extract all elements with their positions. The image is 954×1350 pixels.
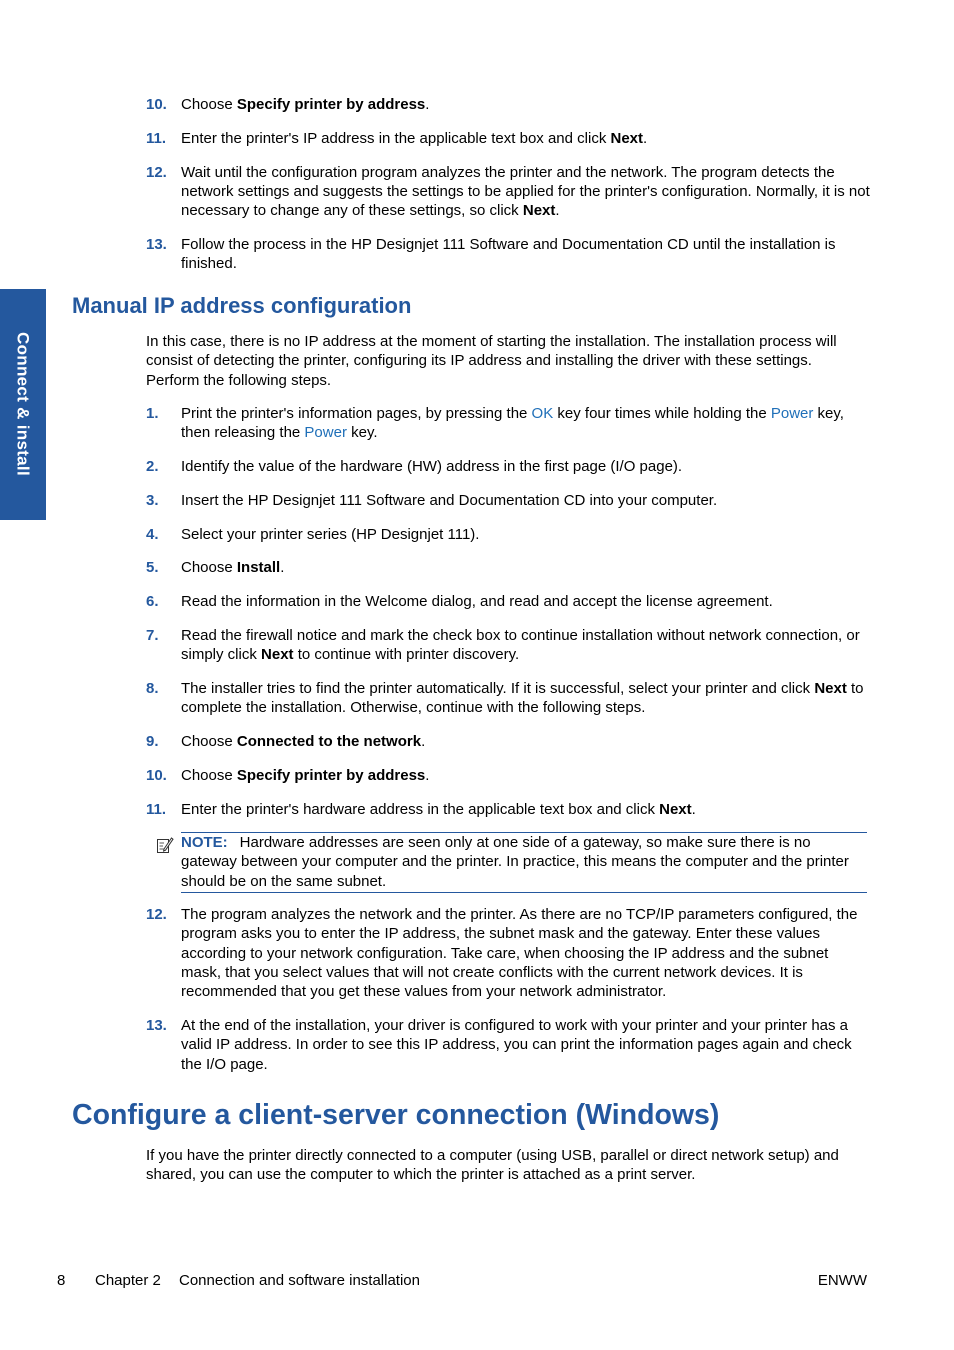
text-run: . [421,733,426,751]
key-name: Power [770,405,814,422]
note-pencil-icon [156,836,174,854]
step-text [181,1016,871,1074]
key-name: OK [531,405,554,422]
text-run: Read the information in the Welcome dialog, and read and accept the license agreement. [181,593,773,611]
list-item [0,732,954,751]
text-run: Choose [181,767,237,785]
client-server-intro: If you have the printer directly connected to a computer (using USB, parallel or direct network setup) and shared, you can use the computer to which the printer is attached as a print server. [146,1147,839,1184]
text-run: key. [346,424,378,442]
step-text [181,905,871,1001]
list-item [0,626,954,665]
step-text [181,235,871,274]
text-run: to complete the installation. Otherwise, continue with the following steps. [181,680,864,717]
text-run: Read the firewall notice and mark the check box to continue installation without network connection, or simply click [181,627,860,664]
step-text [181,525,871,544]
step-number: 5. [146,559,159,577]
step-text [181,592,871,611]
step-number: 11. [146,129,167,147]
step-text [181,404,871,443]
key-name: Power [304,424,347,442]
note-text [181,833,867,891]
list-item [0,592,954,611]
bold-ui-term: Next [522,202,556,220]
steps-list-manual [0,404,954,819]
step-text [181,129,871,148]
list-item [0,679,954,718]
step-text [181,491,871,510]
text-run: to continue with printer discovery. [293,646,520,664]
step-text [181,679,871,718]
text-run: Follow the process in the HP Designjet 111 Software and Documentation CD until the installation is finished. [181,235,836,273]
footer-doc-code: ENWW [817,1272,867,1289]
bold-ui-term: Next [659,800,692,818]
step-number: 8. [146,680,159,698]
step-text [181,95,871,114]
step-number: 10. [146,96,167,113]
step-number: 3. [146,491,159,509]
bold-ui-term: Specify printer by address [236,767,426,785]
footer-page-number: 8 [57,1272,66,1289]
note-box [146,832,867,893]
step-text [181,800,871,819]
list-item [0,129,954,148]
manual-ip-intro: In this case, there is no IP address at the moment of starting the installation. The installation process will consist of detecting the printer, configuring its IP address and installing the driver with these settings. Perform the following steps. [146,333,837,389]
footer-chapter-title: Connection and software installation [179,1272,420,1289]
text-run: . [425,96,430,113]
step-number: 7. [146,627,159,645]
list-item [0,1016,954,1074]
step-number: 10. [146,767,167,785]
text-run: Choose [181,559,237,577]
text-run: key, then releasing the [181,405,844,442]
list-item [0,905,954,1001]
list-item [0,95,954,114]
list-item [0,163,954,221]
step-text [181,626,871,665]
step-number: 11. [146,800,167,818]
list-item [0,766,954,785]
step-text [181,457,871,476]
step-number: 9. [146,733,159,751]
bold-ui-term: Connected to the network [236,733,422,751]
footer-chapter: Chapter 2 [95,1272,161,1289]
text-run: . [280,559,285,577]
manual-ip-heading: Manual IP address configuration [72,293,412,318]
list-item [0,525,954,544]
text-run: . [555,202,560,220]
bold-ui-term: Next [261,646,294,664]
bold-ui-term: Next [610,129,644,147]
text-run: Identify the value of the hardware (HW) address in the first page (I/O page). [181,458,683,476]
list-item [0,800,954,819]
step-text [181,766,871,785]
list-item [0,558,954,577]
step-number: 4. [146,525,159,543]
bold-ui-term: Install [236,559,281,577]
text-run: . [643,129,648,147]
text-run: . [691,800,696,818]
bold-ui-term: Next [814,680,847,698]
client-server-heading: Configure a client-server connection (Windows) [72,1099,720,1131]
text-run: key four times while holding the [553,405,771,422]
text-run: Enter the printer's hardware address in the applicable text box and click [181,800,660,818]
side-tab-label: Connect & install [13,332,33,476]
text-run: Choose [181,733,237,751]
step-number: 1. [146,405,159,422]
step-number: 12. [146,163,167,181]
step-number: 13. [146,235,167,253]
steps-list-top [0,95,954,274]
list-item [0,457,954,476]
text-run: Enter the printer's IP address in the applicable text box and click [181,129,611,147]
text-run: At the end of the installation, your driver is configured to work with your printer and your printer has a valid IP address. In order to see this IP address, you can print the information pages again and check the I/O page. [181,1016,852,1073]
step-number: 13. [146,1016,167,1034]
note-label: NOTE: [181,834,228,851]
list-item [0,491,954,510]
step-number: 12. [146,906,167,923]
text-run: Insert the HP Designjet 111 Software and Documentation CD into your computer. [181,491,718,509]
step-number: 6. [146,593,159,611]
text-run: The program analyzes the network and the printer. As there are no TCP/IP parameters configured, the program asks you to enter the IP address, the subnet mask and the gateway. Enter these values according to your network configuration. Take care, when choosing the IP address and the subnet mask, that you select values that will not create conflicts with the current network devices. It is recommended that you get these values from your network administrator. [181,906,858,1001]
list-item [0,404,954,443]
text-run: Print the printer's information pages, by pressing the [181,405,532,422]
note-body: Hardware addresses are seen only at one side of a gateway, so make sure there is no gateway between your computer and the printer. In practice, this means the computer and the printer should be on the same subnet. [181,834,849,890]
list-item [0,235,954,274]
text-run: . [425,767,430,785]
steps-list-after-note [0,905,954,1074]
text-run: Wait until the configuration program analyzes the printer and the network. The program detects the network settings and suggests the settings to be applied for the printer's configuration. Normally, it is not necessary to change any of these settings, so click [181,163,870,220]
step-text [181,163,871,221]
step-number: 2. [146,458,159,476]
text-run: Select your printer series (HP Designjet 111). [181,525,480,543]
bold-ui-term: Specify printer by address [236,96,426,113]
note-bottom-rule [181,892,867,893]
text-run: The installer tries to find the printer automatically. If it is successful, select your printer and click [181,680,815,698]
step-text [181,732,871,751]
text-run: Choose [181,96,237,113]
step-text [181,558,871,577]
